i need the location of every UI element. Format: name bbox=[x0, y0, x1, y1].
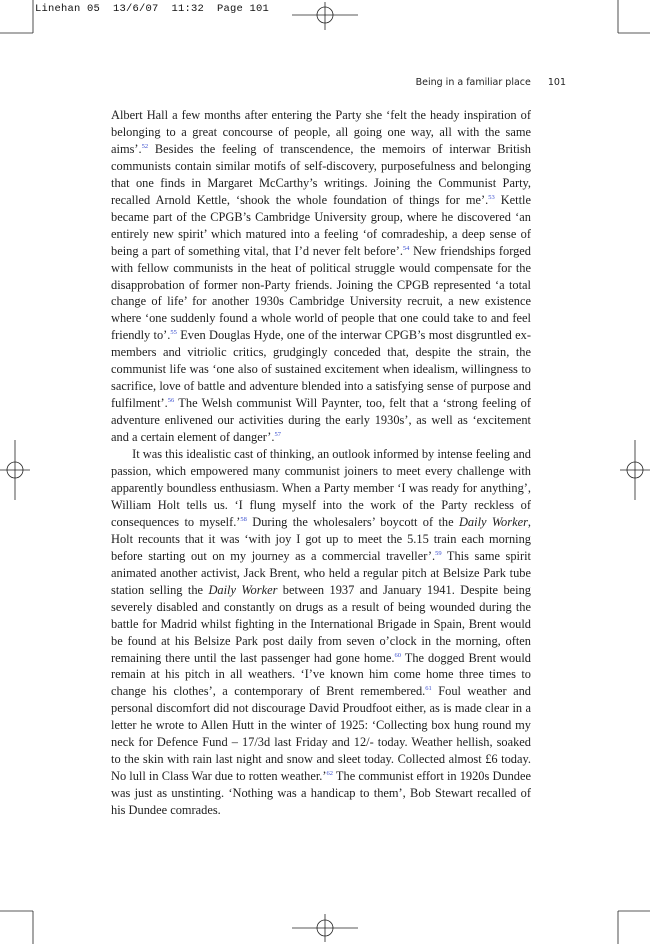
text-run: Kettle became part of the CPGB’s Cambridge University group, where he discovered ‘an entirely new spirit’ which matured into a feeling ‘of comradeship, a deep sense of being a part of something vital, that I’d never felt before’. bbox=[111, 192, 531, 258]
text-run: It was this idealistic cast of thinking, an outlook informed by intense feeling and passion, which empowered many communist joiners to meet every challenge with apparently boundless enthusiasm. When a Party member ‘I was ready for anything’, William Holt tells us. ‘I flung myself into the work of the Party reckless of consequences to myself.’ bbox=[111, 447, 531, 529]
text-run: Foul weather and personal discomfort did not discourage David Proudfoot either, as is made clear in a letter he wrote to Allen Hutt in the winter of 1925: ‘Collecting box hung round my neck for Defence Fund – 17/3d last Friday and 12/- today. Weather hellish, soaked to the skin with rain last night and snow and sleet today. Collected almost £6 today. No lull in Class War due to rotten weather.’ bbox=[111, 684, 531, 784]
text-run: New friendships forged with fellow communists in the heat of political struggle would compensate for the disapprobation of former non-Party friends. Joining the CPGB represented ‘a total change of life’ for another 1930s Cambridge University recruit, a new existence where ‘one suddenly found a whole world of people that one could take to and feel friendly to’. bbox=[111, 243, 531, 343]
paragraph bbox=[111, 107, 531, 446]
body-text bbox=[111, 107, 531, 819]
text-run: During the wholesalers’ boycott of the bbox=[246, 514, 459, 529]
running-head bbox=[416, 77, 566, 88]
registration-mark-right bbox=[620, 440, 650, 500]
text-run: between 1937 and January 1941. Despite being severely disabled and constantly on drugs as a result of being wounded during the battle for Madrid whilst fighting in the International Brigade in Spain, Brent would be found at his Belsize Park post daily from seven o’clock in the morning, often remaining there until the last passenger had gone home. bbox=[111, 582, 531, 665]
registration-mark-left bbox=[0, 440, 30, 500]
text-run: The communist effort in 1920s Dundee was just as unstinting. ‘Nothing was a handicap to them’, Bob Stewart recalled of his Dundee comrades. bbox=[111, 769, 531, 818]
note-reference[interactable]: 60 bbox=[394, 651, 401, 659]
italic-title: Daily Worker bbox=[208, 582, 278, 597]
note-reference[interactable]: 58 bbox=[240, 515, 247, 523]
running-head-title: Being in a familiar place bbox=[415, 77, 531, 88]
note-reference[interactable]: 55 bbox=[170, 329, 177, 337]
note-reference[interactable]: 61 bbox=[425, 685, 432, 693]
note-reference[interactable]: 52 bbox=[141, 142, 149, 150]
registration-mark-top bbox=[292, 2, 358, 30]
text-run: , Holt recounts that it was ‘with joy I got up to meet the 5.15 train each morning before starting out on my journey as a commercial traveller’. bbox=[111, 514, 531, 563]
note-reference[interactable]: 59 bbox=[435, 549, 442, 557]
text-run: Besides the feeling of transcendence, the memoirs of interwar British communists contain similar motifs of self-discovery, purposefulness and belonging that one finds in Margaret McCarthy’s writings. Joining the Communist Party, recalled Arnold Kettle, ‘shook the whole foundation of things for me’. bbox=[111, 141, 531, 207]
note-reference[interactable]: 53 bbox=[488, 193, 495, 201]
note-reference[interactable]: 54 bbox=[402, 244, 410, 252]
note-reference[interactable]: 56 bbox=[167, 397, 175, 405]
page-number: 101 bbox=[547, 77, 566, 88]
note-reference[interactable]: 62 bbox=[326, 770, 334, 778]
text-run: This same spirit animated another activist, Jack Brent, who held a regular pitch at Belsize Park tube station selling the bbox=[111, 548, 531, 597]
registration-mark-bottom bbox=[292, 914, 358, 942]
print-slug: Linehan 05 13/6/07 11:32 Page 101 bbox=[35, 3, 270, 15]
text-run: The dogged Brent would remain at his pitch in all weathers. ‘I’ve known him come home three times to change his clothes’, a contemporary of Brent remembered. bbox=[111, 650, 531, 699]
text-run: Even Douglas Hyde, one of the interwar CPGB’s most disgruntled ex-members and vitriolic critics, grudgingly conceded that, despite the strain, the communist life was ‘one also of sustained excitement when idealism, willingness to sacrifice, love of battle and adventure blended into a satisfying sense of purpose and fulfilment’. bbox=[111, 328, 531, 411]
italic-title: Daily Worker bbox=[458, 514, 528, 529]
text-run: Albert Hall a few months after entering the Party she ‘felt the heady inspiration of belonging to a great concourse of people, all going one way, all with the same aims’. bbox=[111, 108, 531, 156]
note-reference[interactable]: 57 bbox=[274, 431, 282, 439]
paragraph bbox=[111, 446, 531, 819]
text-run: The Welsh communist Will Paynter, too, felt that a ‘strong feeling of adventure enlivened our activities during the early 1930s’, as well as ‘excitement and a certain element of danger’. bbox=[111, 396, 531, 445]
